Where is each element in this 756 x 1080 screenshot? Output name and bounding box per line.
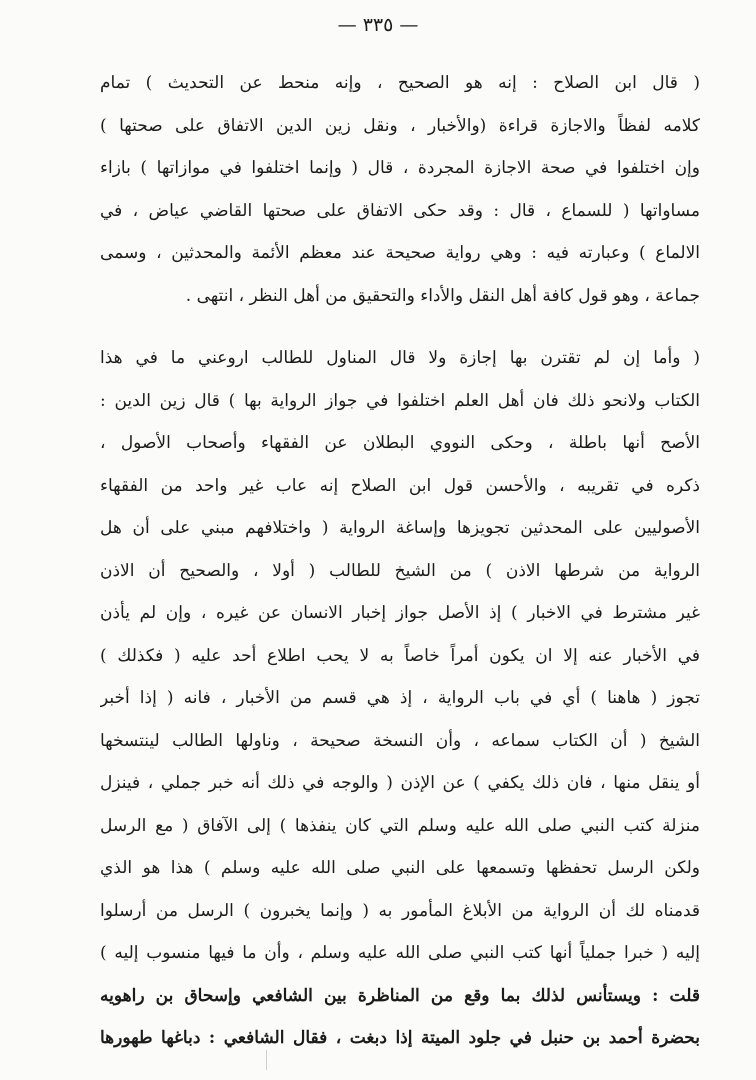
text-line: الالماع ) وعبارته فيه : وهي رواية صحيحة عند معظم الأئمة والمحدثين ، وسمى bbox=[100, 243, 700, 263]
text-line: الشيخ ( أن الكتاب سماعه ، وأن النسخة صحيحة ، وناولها الطالب لينتسخها bbox=[100, 730, 700, 751]
text-line: منزلة كتب النبي صلى الله عليه وسلم التي كان ينفذها ) إلى الآفاق ( مع الرسل bbox=[100, 815, 700, 836]
text-line: جماعة ، وهو قول كافة أهل النقل والأداء والتحقيق من أهل النظر ، انتهى . bbox=[185, 285, 700, 306]
page-number: — ٣٣٥ — bbox=[337, 14, 419, 36]
text-line: ذكره في تقريبه ، والأحسن قول ابن الصلاح إنه عاب غير واحد من الفقهاء bbox=[100, 475, 700, 496]
text-line: قدمناه لك أن الرواية من الأبلاغ المأمور به ( وإنما يخبرون ) الرسل من أرسلوا bbox=[100, 900, 700, 921]
text-line: الرواية من شرطها الاذن ) من الشيخ للطالب ( أولا ، والصحيح أن الاذن bbox=[100, 560, 700, 581]
text-line: في الأخبار عنه إلا ان يكون أمراً خاصاً به لا يحب اطلاع أحد عليه ( فكذلك ) bbox=[100, 645, 700, 666]
text-line: الأصوليين على المحدثين تجويزها وإساغة الرواية ( واختلافهم مبني على أن هل bbox=[100, 518, 700, 538]
text-line: قلت : ويستأنس لذلك بما وقع من المناظرة بين الشافعي وإسحاق بن راهويه bbox=[100, 985, 700, 1006]
text-line: مساواتها ( للسماع ، قال : وقد حكى الاتفاق على صحتها القاضي عياض ، في bbox=[100, 200, 700, 221]
text-line: إليه ( خبرا جملياً أنها كتب النبي صلى الله عليه وسلم ، وأن ما فيها منسوب إليه ) bbox=[100, 943, 700, 963]
text-line: ( قال ابن الصلاح : إنه هو الصحيح ، وإنه منحط عن التحديث ) تمام bbox=[100, 73, 700, 93]
scan-artifact-mark bbox=[266, 1050, 267, 1070]
text-line: وإن اختلفوا في صحة الاجازة المجردة ، قال ( وإنما اختلفوا في موازاتها ) بازاء bbox=[100, 158, 700, 178]
paragraph-1 bbox=[100, 62, 700, 317]
text-line: ( وأما إن لم تقترن بها إجازة ولا قال المناول للطالب اروعني ما في هذا bbox=[100, 348, 700, 368]
paragraph-gap bbox=[100, 317, 700, 337]
text-line: الكتاب ولانحو ذلك فان أهل العلم اختلفوا في جواز الرواية بها ) قال زين الدين : bbox=[100, 390, 700, 411]
text-line: كلامه لفظاً والاجازة قراءة (والأخبار ، ونقل زين الدين الاتفاق على صحتها ) bbox=[100, 115, 700, 136]
text-line: تجوز ( هاهنا ) أي في باب الرواية ، إذ هي قسم من الأخبار ، فانه ( إذا أخبر bbox=[100, 688, 700, 708]
text-line: أو ينقل منها ، فان ذلك يكفي ) عن الإذن ( والوجه في ذلك أنه خبر جملي ، فينزل bbox=[100, 773, 700, 793]
paragraph-2 bbox=[100, 337, 700, 1060]
text-line: بحضرة أحمد بن حنبل في جلود الميتة إذا دبغت ، فقال الشافعي : دباغها طهورها bbox=[100, 1028, 700, 1048]
text-body bbox=[100, 62, 700, 1060]
text-line: غير مشترط في الاخبار ) إذ الأصل جواز إخبار الانسان عن غيره ، وإن لم يأذن bbox=[100, 603, 700, 623]
text-line: ولكن الرسل تحفظها وتسمعها على النبي صلى الله عليه وسلم ) هذا هو الذي bbox=[100, 858, 700, 878]
text-line: الأصح أنها باطلة ، وحكى النووي البطلان عن الفقهاء وأصحاب الأصول ، bbox=[100, 433, 700, 453]
